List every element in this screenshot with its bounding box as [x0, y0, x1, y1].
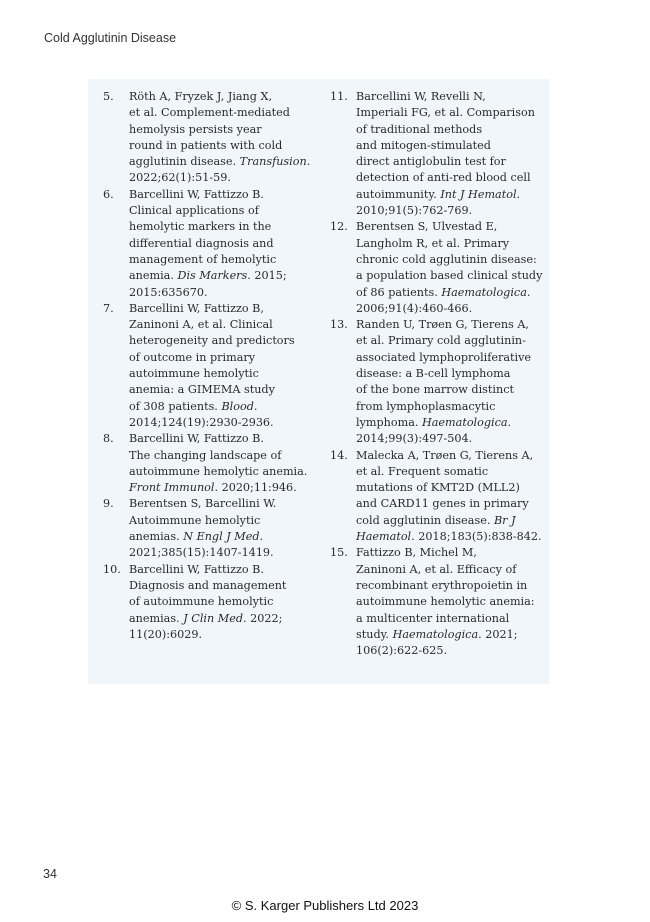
reference-fragment: disease: a B-cell lymphoma: [356, 367, 511, 381]
reference-item: [330, 219, 544, 317]
reference-fragment: Randen U, Trøen G, Tierens A,: [356, 318, 529, 332]
journal-title: Transfusion: [239, 155, 307, 169]
reference-number: 14.: [330, 448, 348, 462]
reference-fragment: mutations of KMT2D (MLL2): [356, 481, 520, 495]
journal-title: Haematol: [356, 530, 412, 544]
reference-fragment: Barcellini W, Revelli N,: [356, 90, 486, 103]
reference-fragment: anemia: a GIMEMA study: [129, 383, 275, 397]
reference-number: 10.: [103, 562, 121, 576]
reference-fragment: autoimmune hemolytic: [129, 367, 259, 381]
reference-fragment: autoimmune hemolytic anemia:: [356, 595, 535, 609]
reference-item: [330, 317, 544, 447]
reference-line: [129, 627, 318, 643]
reference-fragment: 2014;99(3):497-504.: [356, 432, 473, 446]
reference-line: [129, 611, 318, 627]
reference-fragment: round in patients with cold: [129, 138, 283, 152]
reference-line: [356, 203, 544, 219]
reference-fragment: .: [516, 187, 521, 201]
reference-fragment: study.: [356, 627, 393, 641]
reference-fragment: . 2020;11:946.: [214, 481, 297, 495]
reference-line: [129, 529, 318, 545]
reference-item: [103, 496, 318, 561]
reference-fragment: Barcellini W, Fattizzo B.: [129, 432, 264, 446]
running-title: Cold Agglutinin Disease: [44, 31, 177, 45]
reference-fragment: .: [306, 155, 311, 169]
reference-fragment: hemolytic markers in the: [129, 220, 272, 234]
reference-text: [129, 562, 318, 643]
reference-line: [356, 268, 544, 284]
reference-fragment: agglutinin disease.: [129, 155, 240, 169]
reference-line: [356, 594, 544, 610]
reference-line: [129, 317, 318, 333]
reference-fragment: Röth A, Fryzek J, Jiang X,: [129, 90, 273, 103]
reference-line: [356, 333, 544, 349]
reference-line: [356, 562, 544, 578]
reference-fragment: associated lymphoproliferative: [356, 350, 532, 364]
reference-item: [103, 431, 318, 496]
reference-line: [356, 415, 544, 431]
reference-line: [356, 252, 544, 268]
reference-number: 5.: [103, 90, 114, 103]
reference-line: [129, 219, 318, 235]
reference-fragment: 11(20):6029.: [129, 627, 202, 641]
journal-title: Haematologica: [422, 415, 508, 429]
copyright-notice: © S. Karger Publishers Ltd 2023: [231, 898, 419, 913]
reference-fragment: anemias.: [129, 611, 184, 625]
reference-fragment: of outcome in primary: [129, 350, 256, 364]
reference-number: 6.: [103, 187, 114, 201]
reference-fragment: from lymphoplasmacytic: [356, 399, 496, 413]
reference-line: [129, 448, 318, 464]
reference-line: [129, 415, 318, 431]
reference-line: [356, 236, 544, 252]
reference-line: [356, 170, 544, 186]
reference-fragment: 2022;62(1):51-59.: [129, 171, 231, 185]
journal-title: Dis Markers: [177, 269, 248, 283]
reference-fragment: of traditional methods: [356, 122, 483, 136]
reference-item: [330, 545, 544, 659]
reference-fragment: . 2021;: [478, 627, 518, 641]
reference-line: [356, 399, 544, 415]
journal-title: J Clin Med: [183, 611, 243, 625]
reference-line: [356, 285, 544, 301]
reference-fragment: 2006;91(4):460-466.: [356, 301, 473, 315]
reference-line: [356, 464, 544, 480]
reference-text: [356, 219, 544, 317]
reference-fragment: Barcellini W, Fattizzo B.: [129, 187, 264, 201]
reference-line: [356, 431, 544, 447]
reference-item: [103, 89, 318, 187]
reference-line: [129, 105, 318, 121]
reference-fragment: .: [253, 399, 258, 413]
reference-fragment: differential diagnosis and: [129, 236, 274, 250]
reference-line: [129, 545, 318, 561]
reference-fragment: Barcellini W, Fattizzo B.: [129, 562, 264, 576]
reference-number: 7.: [103, 301, 114, 315]
reference-line: [356, 513, 544, 529]
reference-line: [129, 187, 318, 203]
reference-fragment: management of hemolytic: [129, 252, 277, 266]
reference-line: [129, 480, 318, 496]
reference-column-left: [103, 89, 318, 643]
reference-fragment: Zaninoni A, et al. Efficacy of: [356, 562, 517, 576]
reference-number: 15.: [330, 546, 348, 560]
reference-fragment: .: [526, 285, 531, 299]
reference-number: 13.: [330, 318, 348, 332]
reference-fragment: heterogeneity and predictors: [129, 334, 295, 348]
reference-number: 8.: [103, 432, 114, 446]
reference-fragment: Berentsen S, Ulvestad E,: [356, 220, 498, 234]
reference-number: 12.: [330, 220, 348, 234]
reference-line: [356, 382, 544, 398]
reference-line: [356, 366, 544, 382]
reference-fragment: Fattizzo B, Michel M,: [356, 546, 477, 560]
reference-fragment: a multicenter international: [356, 611, 510, 625]
reference-fragment: The changing landscape of: [129, 448, 282, 462]
reference-fragment: direct antiglobulin test for: [356, 155, 506, 169]
reference-text: [356, 545, 544, 659]
reference-fragment: . 2015;: [247, 269, 287, 283]
reference-number: 11.: [330, 90, 348, 103]
reference-fragment: 2014;124(19):2930-2936.: [129, 415, 274, 429]
reference-fragment: et al. Complement-mediated: [129, 106, 290, 120]
page-number: 34: [43, 867, 57, 881]
reference-line: [129, 366, 318, 382]
reference-line: [129, 578, 318, 594]
reference-fragment: detection of anti-red blood cell: [356, 171, 531, 185]
reference-line: [129, 350, 318, 366]
reference-fragment: .: [507, 415, 512, 429]
reference-line: [356, 448, 544, 464]
journal-title: Int J Hematol: [440, 187, 517, 201]
reference-fragment: 2010;91(5):762-769.: [356, 204, 473, 218]
reference-line: [129, 122, 318, 138]
reference-line: [129, 203, 318, 219]
reference-text: [129, 431, 318, 496]
reference-line: [356, 643, 544, 659]
journal-title: Front Immunol: [129, 481, 215, 495]
reference-line: [356, 545, 544, 561]
reference-fragment: Malecka A, Trøen G, Tierens A,: [356, 448, 534, 462]
reference-line: [129, 236, 318, 252]
reference-line: [356, 317, 544, 333]
reference-column-right: [330, 89, 544, 659]
reference-line: [356, 350, 544, 366]
reference-fragment: of 308 patients.: [129, 399, 222, 413]
reference-fragment: et al. Primary cold agglutinin-: [356, 334, 526, 348]
reference-fragment: Berentsen S, Barcellini W.: [129, 497, 277, 511]
reference-fragment: .: [259, 530, 264, 544]
journal-title: Haematologica: [441, 285, 527, 299]
reference-text: [129, 301, 318, 431]
reference-fragment: chronic cold agglutinin disease:: [356, 252, 537, 266]
reference-text: [129, 496, 318, 561]
reference-line: [356, 89, 544, 105]
reference-line: [356, 301, 544, 317]
reference-line: [129, 301, 318, 317]
reference-item: [103, 187, 318, 301]
reference-line: [129, 268, 318, 284]
reference-fragment: and CARD11 genes in primary: [356, 497, 529, 511]
reference-fragment: a population based clinical study: [356, 269, 543, 283]
reference-number: 9.: [103, 497, 114, 511]
journal-title: Br J: [493, 513, 516, 527]
reference-line: [356, 219, 544, 235]
reference-line: [129, 399, 318, 415]
reference-line: [129, 594, 318, 610]
journal-title: Haematologica: [392, 627, 479, 641]
reference-item: [103, 562, 318, 643]
reference-item: [103, 301, 318, 431]
reference-line: [129, 154, 318, 170]
reference-line: [356, 105, 544, 121]
reference-fragment: et al. Frequent somatic: [356, 464, 489, 478]
reference-line: [356, 627, 544, 643]
reference-line: [129, 496, 318, 512]
reference-fragment: of 86 patients.: [356, 285, 442, 299]
reference-line: [356, 122, 544, 138]
reference-fragment: autoimmunity.: [356, 187, 441, 201]
reference-fragment: 2021;385(15):1407-1419.: [129, 546, 274, 560]
reference-line: [129, 170, 318, 186]
reference-line: [129, 252, 318, 268]
reference-fragment: . 2022;: [242, 611, 283, 625]
reference-line: [129, 382, 318, 398]
reference-fragment: autoimmune hemolytic anemia.: [129, 464, 308, 478]
reference-text: [129, 187, 318, 301]
reference-line: [129, 431, 318, 447]
reference-fragment: . 2018;183(5):838-842.: [411, 530, 542, 544]
journal-title: N Engl J Med: [183, 530, 260, 544]
reference-fragment: lymphoma.: [356, 415, 422, 429]
reference-fragment: Zaninoni A, et al. Clinical: [129, 318, 273, 332]
reference-fragment: Autoimmune hemolytic: [129, 513, 261, 527]
reference-fragment: hemolysis persists year: [129, 122, 262, 136]
reference-fragment: recombinant erythropoietin in: [356, 578, 528, 592]
reference-line: [129, 138, 318, 154]
reference-fragment: 2015:635670.: [129, 285, 208, 299]
reference-line: [129, 513, 318, 529]
reference-line: [129, 89, 318, 105]
reference-text: [356, 317, 544, 447]
reference-fragment: Langholm R, et al. Primary: [356, 236, 510, 250]
reference-line: [356, 578, 544, 594]
reference-line: [356, 187, 544, 203]
reference-text: [129, 89, 318, 187]
reference-line: [356, 138, 544, 154]
reference-fragment: 106(2):622-625.: [356, 644, 448, 658]
reference-line: [129, 562, 318, 578]
reference-item: [330, 448, 544, 546]
reference-line: [129, 333, 318, 349]
reference-fragment: anemia.: [129, 269, 178, 283]
reference-fragment: of autoimmune hemolytic: [129, 595, 274, 609]
reference-line: [356, 154, 544, 170]
reference-fragment: anemias.: [129, 530, 184, 544]
reference-fragment: Diagnosis and management: [129, 578, 287, 592]
journal-title: Blood: [221, 399, 254, 413]
reference-fragment: cold agglutinin disease.: [356, 513, 494, 527]
reference-text: [356, 448, 544, 546]
reference-item: [330, 89, 544, 219]
reference-text: [356, 89, 544, 219]
reference-fragment: and mitogen-stimulated: [356, 138, 491, 152]
reference-fragment: Barcellini W, Fattizzo B,: [129, 301, 264, 315]
reference-fragment: Clinical applications of: [129, 204, 259, 218]
reference-line: [129, 464, 318, 480]
reference-fragment: of the bone marrow distinct: [356, 383, 514, 397]
reference-line: [356, 611, 544, 627]
reference-line: [129, 285, 318, 301]
reference-line: [356, 480, 544, 496]
reference-line: [356, 496, 544, 512]
reference-line: [356, 529, 544, 545]
reference-fragment: Imperiali FG, et al. Comparison: [356, 106, 535, 120]
